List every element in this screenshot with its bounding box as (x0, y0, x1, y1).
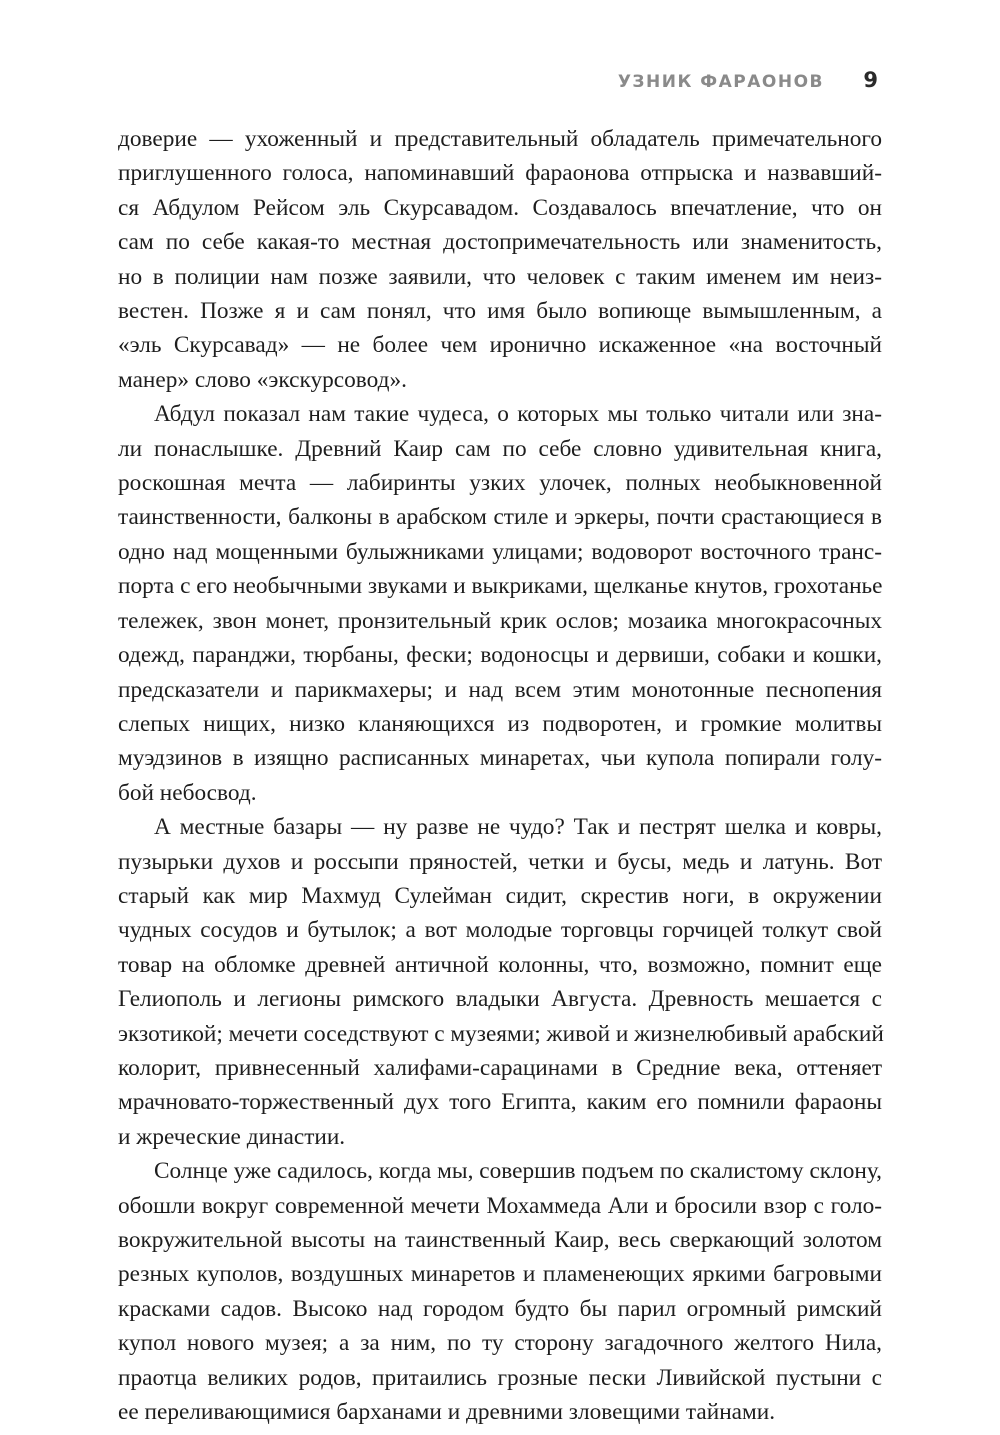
text-line: роскошная мечта — лабиринты узких улочек, полных необыкновенной (118, 470, 882, 497)
text-line: приглушенного голоса, напоминавший фараонова отпрыска и назвавший- (118, 160, 882, 187)
text-line: купол нового музея; а за ним, по ту сторону загадочного желтого Нила, (118, 1330, 882, 1357)
text-line: экзотикой; мечети соседствуют с музеями; живой и жизнелюбивый арабский (118, 1020, 884, 1047)
text-line: ее переливающимися барханами и древними зловещими тайнами. (118, 1399, 776, 1426)
text-line: и жреческие династии. (118, 1123, 346, 1150)
text-line: чудных сосудов и бутылок; а вот молодые торговцы горчицей толкут свой (118, 917, 882, 944)
text-line: ли понаслышке. Древний Каир сам по себе словно удивительная книга, (118, 435, 882, 462)
text-line: сам по себе какая-то местная достопримечательность или знаменитость, (118, 229, 882, 256)
text-line: предсказатели и парикмахеры; и над всем этим монотонные песнопения (118, 676, 882, 703)
page-number: 9 (863, 68, 878, 92)
text-line: таинственности, балконы в арабском стиле и эркеры, почти срастающиеся в (118, 504, 882, 531)
paragraph-2 (118, 397, 882, 810)
paragraph-3 (118, 810, 882, 1154)
paragraph-4 (118, 1154, 882, 1429)
text-line: резных куполов, воздушных минаретов и пламенеющих яркими багровыми (118, 1261, 882, 1288)
text-line: товар на обломке древней античной колонны, что, возможно, помнит еще (118, 951, 882, 978)
text-line: старый как мир Махмуд Сулейман сидит, скрестив ноги, в окружении (118, 882, 882, 909)
text-line: доверие — ухоженный и представительный обладатель примечательного (118, 126, 882, 152)
text-line: Солнце уже садилось, когда мы, совершив подъем по скалистому склону, (154, 1158, 882, 1185)
text-line: муэдзинов в изящно расписанных минаретах, чьи купола попирали голу- (118, 745, 882, 772)
body-text (118, 122, 882, 1429)
text-line: пузырьки духов и россыпи пряностей, четки и бусы, медь и латунь. Вот (118, 848, 882, 875)
text-line: обошли вокруг современной мечети Мохаммеда Али и бросили взор с голо- (118, 1192, 882, 1219)
text-line: Гелиополь и легионы римского владыки Августа. Древность мешается с (118, 986, 882, 1013)
text-line: мрачновато-торжественный дух того Египта, каким его помнили фараоны (118, 1089, 882, 1116)
text-line: бой небосвод. (118, 779, 257, 806)
text-line: «эль Скурсавад» — не более чем иронично искаженное «на восточный (118, 332, 882, 359)
text-line: праотца великих родов, притаились грозные пески Ливийской пустыни с (118, 1364, 882, 1391)
text-line: ся Абдулом Рейсом эль Скурсавадом. Создавалось впечатление, что он (118, 194, 882, 221)
text-line: красками садов. Высоко над городом будто бы парил огромный римский (118, 1295, 882, 1322)
text-line: одно над мощенными булыжниками улицами; водоворот восточного транс- (118, 538, 882, 565)
text-line: но в полиции нам позже заявили, что человек с таким именем им неиз- (118, 263, 882, 290)
text-line: порта с его необычными звуками и выкриками, щелканье кнутов, грохотанье (118, 573, 883, 600)
paragraph-1 (118, 122, 882, 397)
text-line: вестен. Позже я и сам понял, что имя было вопиюще вымышленным, а (118, 298, 882, 325)
text-line: колорит, привнесенный халифами-сарацинами в Средние века, оттеняет (118, 1054, 882, 1081)
text-line: тележек, звон монет, пронзительный крик ослов; мозаика многокрасочных (118, 607, 882, 634)
text-line: слепых нищих, низко кланяющихся из подворотен, и громкие молитвы (118, 710, 882, 737)
text-line: Абдул показал нам такие чудеса, о которых мы только читали или зна- (154, 401, 882, 428)
running-head (120, 68, 880, 102)
running-title: УЗНИК ФАРАОНОВ (617, 72, 824, 92)
text-line: манер» слово «экскурсовод». (118, 366, 407, 393)
text-line: вокружительной высоты на таинственный Каир, весь сверкающий золотом (118, 1227, 882, 1253)
text-line: одежд, паранджи, тюрбаны, фески; водоносцы и дервиши, собаки и кошки, (118, 642, 882, 669)
text-line: А местные базары — ну разве не чудо? Так и пестрят шелка и ковры, (154, 814, 882, 841)
